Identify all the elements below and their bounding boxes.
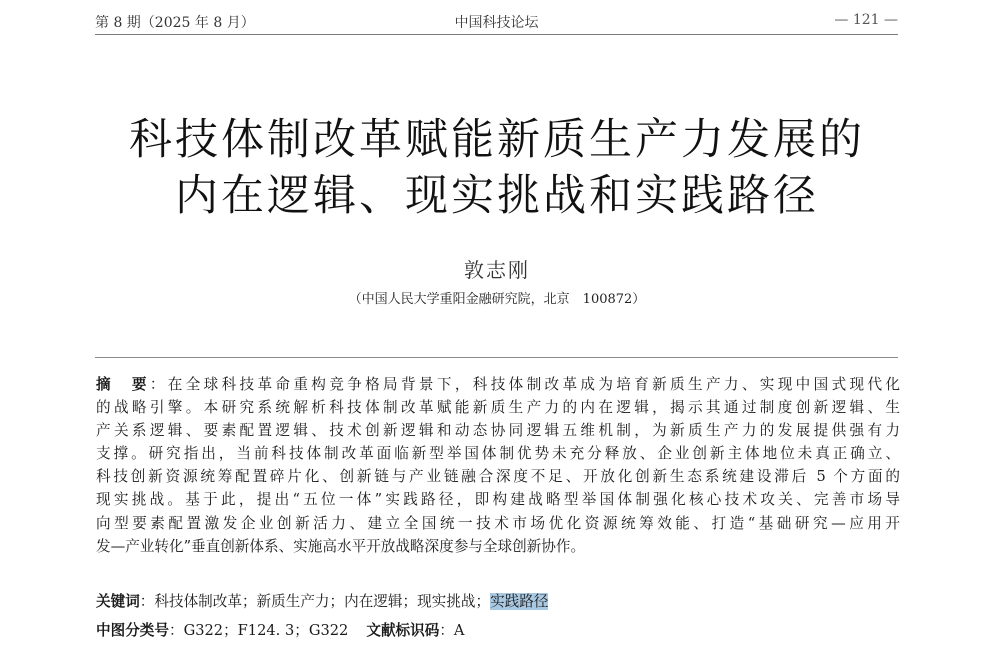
doc-code-label: 文献标识码 [366,622,440,639]
section-divider [95,357,898,358]
running-header [95,8,898,35]
author-name: 敦志刚 [464,258,530,282]
keywords-label: 关键词 [96,593,140,610]
abstract-line: 摘 要：在全球科技革命重构竞争格局背景下，科技体制改革成为培育新质生产力、实现中国式现代化 [96,376,900,393]
abstract-line: 科技创新资源统筹配置碎片化、创新链与产业链融合深度不足、开放化创新生态系统建设滞后 5 个方面的 [96,468,900,486]
author-affiliation: （中国人民大学重阳金融研究院，北京 100872） [348,292,646,307]
journal-name: 中国科技论坛 [454,15,539,31]
abstract-line: 发—产业转化”垂直创新体系、实施高水平开放战略深度参与全球创新协作。 [96,537,586,555]
page-number: — 121 — [834,12,898,28]
abstract-line: 产关系逻辑、要素配置逻辑、技术创新逻辑和动态协同逻辑五维机制，为新质生产力的发展提供强有力 [96,422,900,440]
abstract-line: 支撑。研究指出，当前科技体制改革面临新型举国体制优势未充分释放、企业创新主体地位未真正确立、 [96,445,900,463]
clc-value: ：G322；F124. 3；G322 [168,622,349,639]
abstract-line: 现实挑战。基于此，提出“五位一体”实践路径，即构建战略型举国体制强化核心技术攻关、完善市场导 [96,491,900,509]
keywords [96,590,548,611]
issue-info: 第 8 期（2025 年 8 月） [95,15,255,31]
paper-title [60,112,934,224]
abstract-label: 摘 要 [96,376,150,393]
title-line-2: 内在逻辑、现实挑战和实践路径 [175,171,819,221]
abstract [96,373,900,558]
abstract-line: 向型要素配置激发企业创新活力、建立全国统一技术市场优化资源统筹效能、打造“基础研究—应用开 [96,514,900,532]
keywords-text: ：科技体制改革；新质生产力；内在逻辑；现实挑战； [139,593,491,610]
classification [96,619,464,640]
abstract-line: 的战略引擎。本研究系统解析科技体制改革赋能新质生产力的内在逻辑，揭示其通过制度创新逻辑、生 [96,399,900,417]
doc-code-value: ：A [439,622,465,639]
title-line-1: 科技体制改革赋能新质生产力发展的 [129,115,865,165]
clc-label: 中图分类号 [96,622,169,639]
selected-text-highlight[interactable]: 实践路径 [490,593,549,610]
